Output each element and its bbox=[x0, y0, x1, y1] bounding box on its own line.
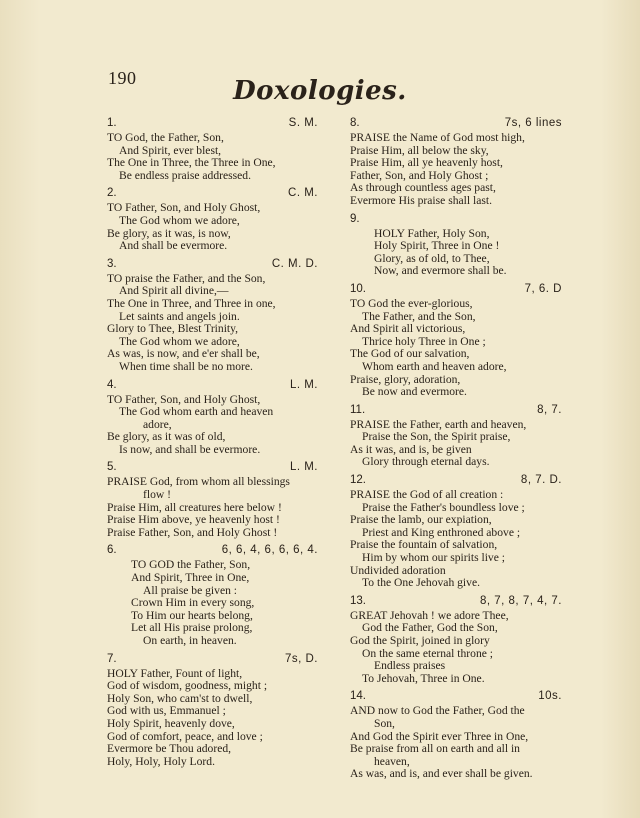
verse-line: GREAT Jehovah ! we adore Thee, bbox=[350, 608, 509, 622]
verse-line: As it was, and is, be given bbox=[350, 442, 472, 456]
verse-line: Praise the Son, the Spirit praise, bbox=[362, 430, 511, 444]
doxology-meter: 8, 7. D. bbox=[520, 474, 562, 487]
verse-line: Glory, as of old, to Thee, bbox=[374, 251, 490, 265]
verse-line: Holy Spirit, heavenly dove, bbox=[107, 716, 235, 730]
doxology-block bbox=[350, 473, 562, 590]
verse-line: And Spirit all divine,— bbox=[119, 284, 229, 298]
doxology-block bbox=[107, 378, 318, 457]
verse-line: The God whom we adore, bbox=[119, 334, 240, 348]
doxology-block bbox=[350, 403, 562, 469]
doxology-block bbox=[107, 257, 318, 374]
verse-line: As was, is now, and e'er shall be, bbox=[107, 347, 260, 361]
doxology-number: 5. bbox=[107, 461, 117, 474]
doxology-meter: C. M. D. bbox=[271, 257, 318, 270]
doxology-header bbox=[107, 186, 318, 201]
doxology-meter: 7, 6. D bbox=[524, 282, 562, 295]
doxology-block bbox=[350, 116, 562, 208]
verse-line: Evermore His praise shall last. bbox=[350, 193, 492, 207]
verse-line: The One in Three, the Three in One, bbox=[107, 156, 276, 170]
verse-line: Endless praises bbox=[374, 659, 446, 673]
verse-line: And Spirit, Three in One, bbox=[131, 571, 250, 585]
doxology-meter: 7s, 6 lines bbox=[504, 117, 562, 129]
verse-line: TO Father, Son, and Holy Ghost, bbox=[107, 201, 261, 215]
verse-line: Now, and evermore shall be. bbox=[374, 264, 507, 278]
verse-line: Holy Son, who cam'st to dwell, bbox=[107, 691, 253, 705]
doxology-block bbox=[350, 689, 562, 781]
verse-line: To the One Jehovah give. bbox=[362, 576, 480, 590]
doxology-number: 10. bbox=[350, 282, 366, 295]
verse-line: God the Spirit, joined in glory bbox=[350, 634, 490, 647]
verse-line: adore, bbox=[143, 417, 172, 431]
doxology-header bbox=[107, 543, 318, 558]
right-column bbox=[350, 116, 562, 785]
doxology-meter: 8, 7, 8, 7, 4, 7. bbox=[479, 594, 562, 607]
verse-line: Holy, Holy, Holy Lord. bbox=[107, 754, 215, 768]
verse-line: The God whom we adore, bbox=[119, 213, 240, 227]
verse-line: flow ! bbox=[143, 488, 172, 502]
verse-line: To Jehovah, Three in One. bbox=[362, 671, 485, 685]
doxology-number: 12. bbox=[350, 474, 366, 487]
doxology-number: 6. bbox=[107, 544, 117, 557]
verse-line: TO GOD the Father, Son, bbox=[131, 558, 251, 572]
verse-line: And shall be evermore. bbox=[119, 239, 228, 253]
doxology-number: 9. bbox=[350, 212, 360, 225]
doxology-block bbox=[350, 282, 562, 399]
verse-line: Whom earth and heaven adore, bbox=[362, 359, 507, 373]
verse-line: TO praise the Father, and the Son, bbox=[107, 271, 266, 285]
doxology-header bbox=[107, 378, 318, 393]
verse-line: Be glory, as it was of old, bbox=[107, 430, 226, 444]
verse-line: And Spirit, ever blest, bbox=[119, 143, 222, 157]
verse-line: Praise Him, all below the sky, bbox=[350, 143, 489, 157]
verse-line: And Spirit all victorious, bbox=[350, 322, 466, 336]
doxology-number: 1. bbox=[107, 117, 117, 129]
verse-line: Praise Father, Son, and Holy Ghost ! bbox=[107, 525, 278, 539]
verse-line: Son, bbox=[374, 716, 395, 730]
verse-line: Be praise from all on earth and all in bbox=[350, 742, 520, 756]
verse-line: PRAISE the Name of God most high, bbox=[350, 131, 525, 144]
verse-line: Praise the fountain of salvation, bbox=[350, 538, 498, 552]
doxology-meter: L. M. bbox=[289, 461, 318, 474]
doxology-header bbox=[350, 116, 562, 131]
verse-line: The One in Three, and Three in one, bbox=[107, 296, 276, 310]
verse-line: HOLY Father, Holy Son, bbox=[374, 226, 490, 240]
verse-line: Be glory, as it was, is now, bbox=[107, 226, 231, 240]
verse-line: Father, Son, and Holy Ghost ; bbox=[350, 168, 489, 182]
verse-line: God of comfort, peace, and love ; bbox=[107, 729, 263, 743]
doxology-block bbox=[350, 212, 562, 278]
doxology-block bbox=[350, 594, 562, 686]
verse-line: PRAISE God, from whom all blessings bbox=[107, 475, 290, 489]
verse-line: heaven, bbox=[374, 754, 410, 768]
doxology-block bbox=[107, 116, 318, 182]
page-number: 190 bbox=[108, 68, 137, 88]
doxology-number: 11. bbox=[350, 403, 366, 416]
verse-line: HOLY Father, Fount of light, bbox=[107, 666, 243, 680]
verse-line: PRAISE the Father, earth and heaven, bbox=[350, 417, 527, 431]
doxology-meter: L. M. bbox=[289, 378, 318, 391]
verse-line: TO God the ever-glorious, bbox=[350, 296, 473, 310]
doxology-number: 3. bbox=[107, 257, 117, 270]
verse-line: God with us, Emmanuel ; bbox=[107, 704, 226, 718]
verse-line: Is now, and shall be evermore. bbox=[119, 442, 261, 456]
verse-line: Glory through eternal days. bbox=[362, 455, 490, 469]
verse-line: Be now and evermore. bbox=[362, 385, 467, 399]
doxology-meter: 7s, D. bbox=[284, 652, 318, 665]
verse-line: Priest and King enthroned above ; bbox=[362, 525, 521, 539]
doxology-meter: 10s. bbox=[538, 690, 562, 703]
verse-line: On the same eternal throne ; bbox=[362, 646, 494, 660]
verse-line: On earth, in heaven. bbox=[143, 634, 237, 647]
page-title: Doxologies. bbox=[233, 76, 407, 106]
doxology-block bbox=[107, 186, 318, 252]
doxology-header bbox=[107, 652, 318, 667]
verse-line: And God the Spirit ever Three in One, bbox=[350, 729, 529, 743]
verse-line: Praise Him, all creatures here below ! bbox=[107, 500, 282, 514]
verse-line: The Father, and the Son, bbox=[362, 309, 476, 323]
doxology-number: 4. bbox=[107, 378, 117, 391]
verse-line: Praise the Father's boundless love ; bbox=[362, 500, 525, 514]
verse-line: Holy Spirit, Three in One ! bbox=[374, 239, 500, 253]
verse-line: To Him our hearts belong, bbox=[131, 608, 253, 622]
doxology-header bbox=[350, 689, 562, 704]
verse-line: The God of our salvation, bbox=[350, 347, 470, 361]
left-column bbox=[107, 116, 318, 772]
doxology-header bbox=[350, 594, 562, 609]
doxology-block bbox=[107, 460, 318, 539]
verse-line: Praise the lamb, our expiation, bbox=[350, 513, 492, 527]
verse-line: Praise Him, all ye heavenly host, bbox=[350, 156, 503, 170]
verse-line: Let saints and angels join. bbox=[119, 309, 240, 323]
doxology-number: 7. bbox=[107, 652, 117, 665]
doxology-header bbox=[350, 212, 562, 227]
doxology-number: 2. bbox=[107, 187, 117, 200]
verse-line: TO Father, Son, and Holy Ghost, bbox=[107, 392, 261, 406]
verse-line: Be endless praise addressed. bbox=[119, 168, 251, 182]
doxology-header bbox=[350, 282, 562, 297]
doxology-block bbox=[107, 652, 318, 769]
verse-line: Evermore be Thou adored, bbox=[107, 742, 232, 756]
verse-line: God the Father, God the Son, bbox=[362, 621, 498, 635]
doxology-number: 8. bbox=[350, 117, 360, 129]
verse-line: Glory to Thee, Blest Trinity, bbox=[107, 322, 239, 336]
doxology-number: 13. bbox=[350, 594, 366, 607]
verse-line: Crown Him in every song, bbox=[131, 596, 255, 610]
verse-line: When time shall be no more. bbox=[119, 359, 253, 373]
verse-line: Him by whom our spirits live ; bbox=[362, 551, 505, 565]
doxology-meter: C. M. bbox=[288, 187, 318, 200]
verse-line: God of wisdom, goodness, might ; bbox=[107, 679, 268, 693]
doxology-block bbox=[107, 543, 318, 647]
verse-line: All praise be given : bbox=[143, 583, 238, 597]
doxology-meter: 6, 6, 4, 6, 6, 6, 4. bbox=[221, 544, 318, 557]
doxology-header bbox=[107, 116, 318, 131]
verse-line: Praise Him above, ye heavenly host ! bbox=[107, 513, 280, 527]
verse-line: Undivided adoration bbox=[350, 563, 446, 577]
doxology-header bbox=[107, 257, 318, 272]
verse-line: Let all His praise prolong, bbox=[131, 621, 253, 635]
verse-line: TO God, the Father, Son, bbox=[107, 131, 224, 144]
verse-line: Praise, glory, adoration, bbox=[350, 372, 461, 386]
verse-line: As was, and is, and ever shall be given. bbox=[350, 767, 533, 781]
doxology-header bbox=[350, 403, 562, 418]
doxology-header bbox=[107, 460, 318, 475]
doxology-number: 14. bbox=[350, 690, 366, 703]
verse-line: The God whom earth and heaven bbox=[119, 405, 274, 419]
verse-line: As through countless ages past, bbox=[350, 181, 496, 195]
verse-line: Thrice holy Three in One ; bbox=[362, 334, 486, 348]
doxology-meter: 8, 7. bbox=[537, 403, 562, 416]
doxology-meter: S. M. bbox=[288, 117, 318, 129]
verse-line: AND now to God the Father, God the bbox=[350, 704, 525, 718]
doxology-header bbox=[350, 473, 562, 488]
verse-line: PRAISE the God of all creation : bbox=[350, 488, 504, 502]
